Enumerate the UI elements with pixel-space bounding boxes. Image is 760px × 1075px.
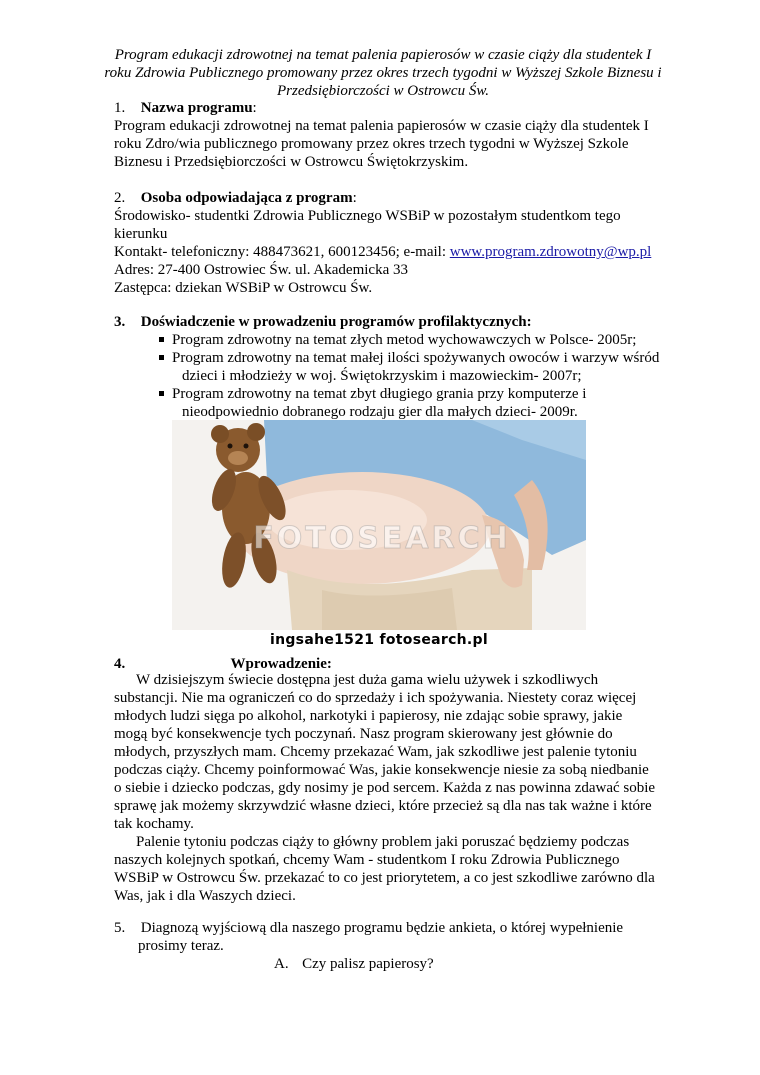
header-line-2: roku Zdrowia Publicznego promowany przez okres trzech tygodni w Wyższej Szkole Biznesu i [104, 65, 662, 81]
header-line-3: Przedsiębiorczości w Ostrowcu Św. [277, 83, 489, 99]
section-3-number: 3. [114, 314, 126, 330]
section-4-title: Wprowadzenie: [230, 656, 332, 672]
intro-line: młodych, przyszłych mam. Chcemy przekazać Wam, jak szkodliwe jest palenie tytoniu [114, 744, 637, 760]
section-1-line-3: Biznesu i Przedsiębiorczości w Ostrowcu Świętokrzyskim. [114, 154, 469, 170]
header-line-1: Program edukacji zdrowotnej na temat palenia papierosów w czasie ciąży dla studentek I [114, 47, 652, 63]
question-a-label: A. [274, 956, 289, 972]
intro-line: tak kochamy. [114, 816, 194, 832]
intro-paragraph-1 [114, 671, 674, 833]
section-2-line-1: Środowisko- studentki Zdrowia Publicznego WSBiP w pozostałym studentkom tego [114, 208, 621, 224]
intro-line: Was, jak i dla Waszych dzieci. [114, 888, 296, 904]
question-a-text: Czy palisz papierosy? [302, 956, 434, 972]
pregnancy-illustration [172, 420, 586, 630]
intro-line: o siebie i dziecko podczas, gdy nosimy je pod sercem. Każda z nas powinna zdawać sobie [114, 780, 656, 796]
section-1-title: Nazwa programu [140, 100, 253, 116]
photo-caption: ingsahe1521 fotosearch.pl [172, 630, 586, 650]
question-a [114, 955, 674, 973]
experience-list [158, 331, 678, 421]
section-1-line-1: Program edukacji zdrowotnej na temat palenia papierosów w czasie ciąży dla studentek I [114, 118, 649, 134]
list-item-line: Program zdrowotny na temat zbyt długiego grania przy komputerze i [172, 386, 587, 402]
list-item-line: nieodpowiednio dobranego rodzaju gier dla małych dzieci- 2009r. [182, 404, 578, 420]
section-2-line-2: kierunku [114, 226, 168, 242]
list-item-line: dzieci i młodzieży w woj. Świętokrzyskim i mazowieckim- 2007r; [182, 368, 582, 384]
section-5-line-1: Diagnozą wyjściową dla naszego programu będzie ankieta, o której wypełnienie [140, 920, 624, 936]
list-item [158, 385, 678, 421]
intro-line: młodych ludzi sięga po alkohol, narkotyki i papierosy, nie zdając sobie sprawy, jakie [114, 708, 623, 724]
email-link[interactable]: www.program.zdrowotny@wp.pl [449, 244, 652, 260]
section-3-heading [114, 313, 674, 331]
intro-line: W dzisiejszym świecie dostępna jest duża gama wielu używek i szkodliwych [136, 672, 599, 688]
section-5 [114, 919, 674, 973]
section-2-colon: : [352, 190, 357, 206]
intro-line: substancji. Nie ma ograniczeń co do sprzedaży i ich spożywania. Niestety coraz więcej [114, 690, 637, 706]
list-item-line: Program zdrowotny na temat małej ilości spożywanych owoców i warzyw wśród [172, 350, 660, 366]
photo-watermark: FOTOSEARCH [253, 521, 511, 556]
section-1 [114, 99, 674, 171]
section-4-number: 4. [114, 656, 126, 672]
intro-line: WSBiP w Ostrowcu Św. przekazać to co jest priorytetem, a co jest szkodliwe zarówno dla [114, 870, 655, 886]
section-2-address: Adres: 27-400 Ostrowiec Św. ul. Akademicka 33 [114, 262, 408, 278]
pregnancy-photo [172, 420, 586, 650]
section-2 [114, 189, 674, 297]
list-item [158, 349, 678, 385]
intro-line: mogą być konsekwencje tych poczynań. Nasz program skierowany jest głównie do [114, 726, 613, 742]
section-1-colon: : [252, 100, 257, 116]
section-2-contact [114, 243, 674, 261]
list-item [158, 331, 678, 349]
intro-line: naszych kolejnych spotkań, chcemy Wam - studentkom I roku Zdrowia Publicznego [114, 852, 620, 868]
document-header [88, 46, 678, 100]
introduction-text [114, 671, 674, 905]
section-1-line-2: roku Zdro/wia publicznego promowany przez okres trzech tygodni w Wyższej Szkole [114, 136, 629, 152]
list-item-line: Program zdrowotny na temat złych metod wychowawczych w Polsce- 2005r; [172, 332, 637, 348]
section-2-number: 2. [114, 190, 126, 206]
section-3-title: Doświadczenie w prowadzeniu programów profilaktycznych: [140, 314, 532, 330]
section-2-deputy: Zastępca: dziekan WSBiP w Ostrowcu Św. [114, 280, 373, 296]
section-1-number: 1. [114, 100, 126, 116]
contact-text: Kontakt- telefoniczny: 488473621, 600123456; e-mail: [114, 244, 450, 260]
section-2-title: Osoba odpowiadająca z program [140, 190, 353, 206]
intro-paragraph-2 [114, 833, 674, 905]
intro-line: sprawę jak możemy skrzywdzić własne dzieci, które przecież są dla nas tak ważne i które [114, 798, 652, 814]
intro-line: Palenie tytoniu podczas ciąży to główny problem jaki poruszać będziemy podczas [136, 834, 630, 850]
section-5-number: 5. [114, 920, 126, 936]
intro-line: podczas ciąży. Chcemy poinformować Was, jakie konsekwencje niesie za sobą niedbanie [114, 762, 649, 778]
section-5-line-2: prosimy teraz. [138, 938, 224, 954]
